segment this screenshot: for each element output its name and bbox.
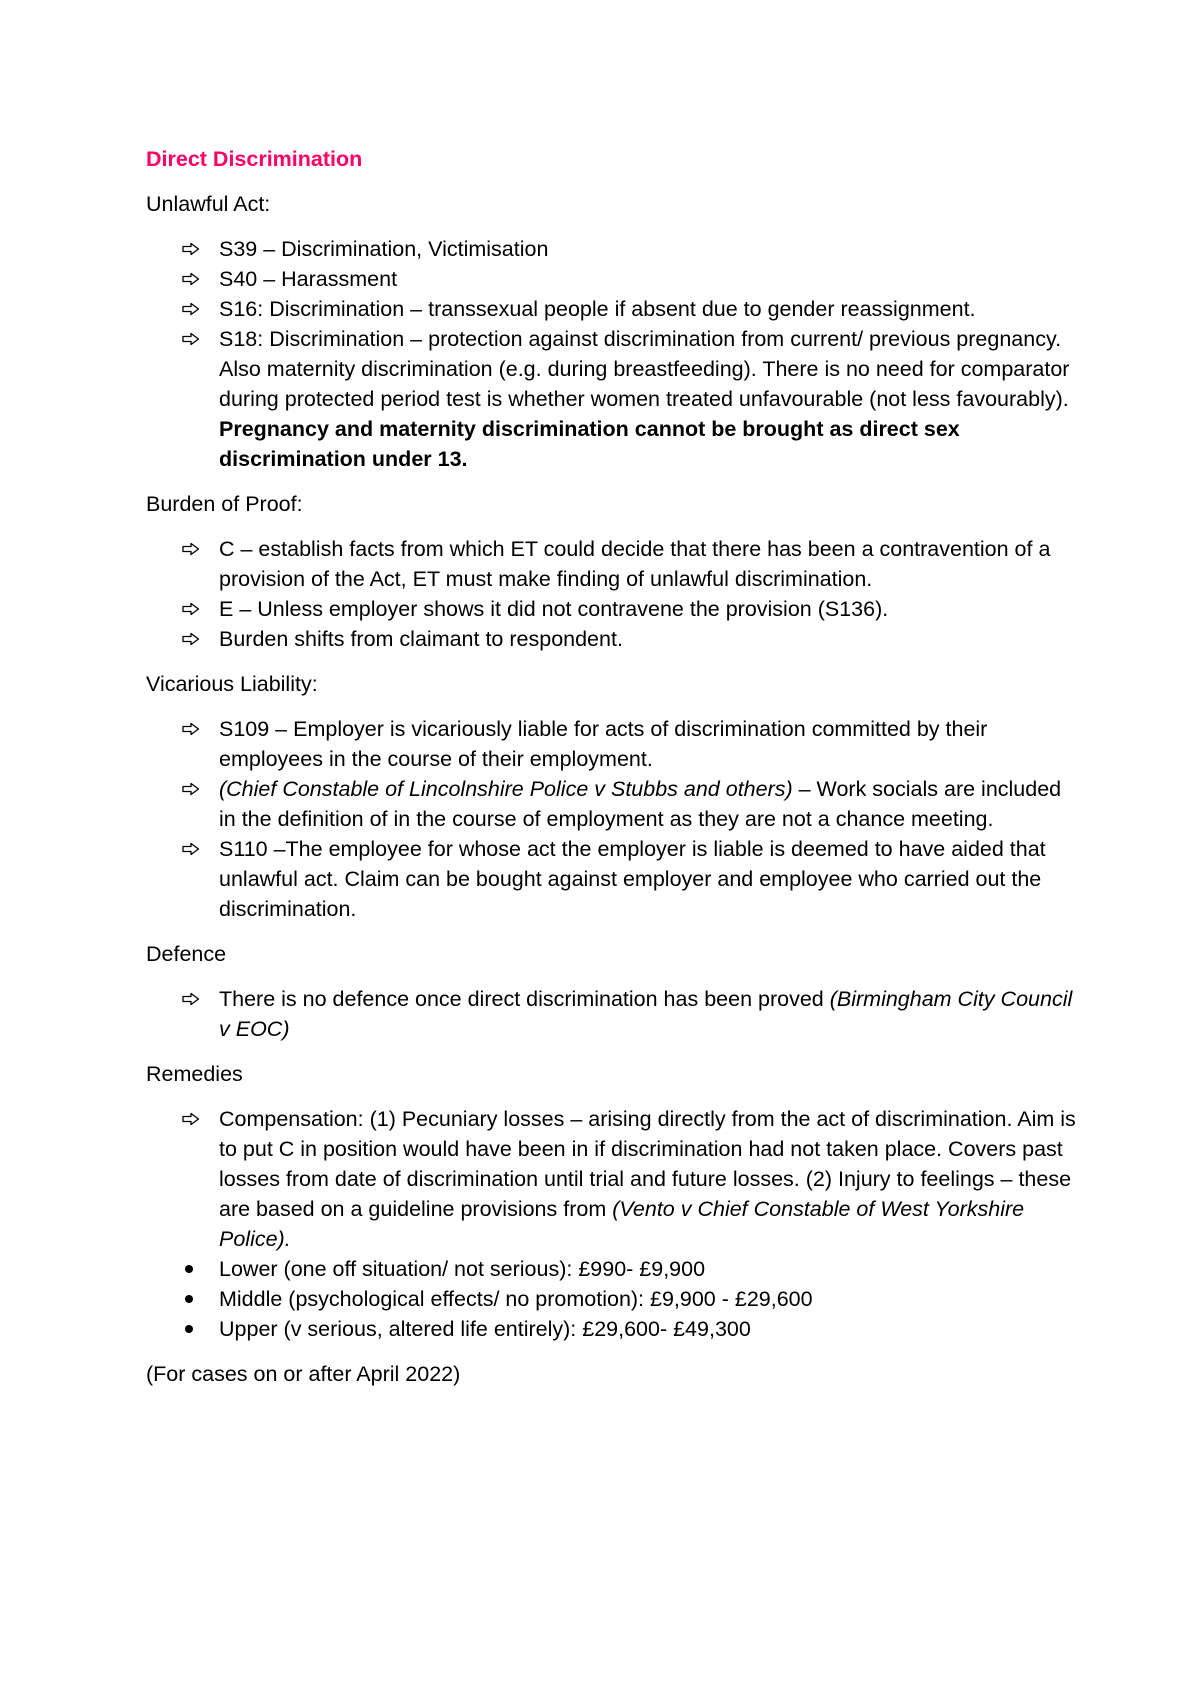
defence-heading: Defence: [146, 942, 227, 966]
bullet-dot-icon: [185, 1295, 193, 1303]
compensation-bands-list: [146, 1254, 1076, 1344]
arrow-bullet-icon: [182, 842, 200, 856]
arrow-bullet-icon: [182, 632, 200, 646]
list-item-text: Burden shifts from claimant to respondent.: [219, 627, 623, 651]
list-item-text: E – Unless employer shows it did not contravene the provision (S136).: [219, 597, 889, 621]
list-item: [146, 774, 1076, 834]
list-item: [146, 714, 1076, 774]
vicarious-liability-list: [146, 714, 1076, 924]
remedies-heading: Remedies: [146, 1062, 243, 1086]
footnote: (For cases on or after April 2022): [146, 1362, 461, 1386]
document-content: [146, 144, 1076, 1404]
list-item: [146, 234, 1076, 264]
bullet-dot-icon: [185, 1265, 193, 1273]
arrow-bullet-icon: [182, 722, 200, 736]
unlawful-act-heading: Unlawful Act:: [146, 192, 271, 216]
list-item-bold-text: Pregnancy and maternity discrimination cannot be brought as direct sex discrimination under 13.: [219, 417, 960, 471]
list-item-text: C – establish facts from which ET could decide that there has been a contravention of a provision of the Act, ET must make finding of unlawful discrimination.: [219, 537, 1051, 591]
arrow-bullet-icon: [182, 1112, 200, 1126]
arrow-bullet-icon: [182, 272, 200, 286]
list-item: [146, 534, 1076, 594]
list-item: [146, 834, 1076, 924]
arrow-bullet-icon: [182, 602, 200, 616]
arrow-bullet-icon: [182, 992, 200, 1006]
list-item-text: Compensation: (1) Pecuniary losses – arising directly from the act of discrimination. Aim is to put C in position would have been in if discrimination had not taken place. Covers past losses from date of discrimination until trial and future losses. (2) Injury to feelings – these are based on a guideline provisions from: [219, 1107, 1076, 1221]
list-item: [146, 264, 1076, 294]
case-citation: (Vento v Chief Constable of West Yorkshire Police).: [219, 1197, 1025, 1251]
list-item: [146, 984, 1076, 1044]
arrow-bullet-icon: [182, 302, 200, 316]
list-item-text: S39 – Discrimination, Victimisation: [219, 237, 549, 261]
list-item-text: Upper (v serious, altered life entirely): £29,600- £49,300: [219, 1317, 751, 1341]
list-item-text: – Work socials are included in the definition of in the course of employment as they are not a chance meeting.: [219, 777, 1062, 831]
unlawful-act-list: [146, 234, 1076, 474]
list-item: [146, 624, 1076, 654]
bullet-dot-icon: [185, 1325, 193, 1333]
list-item: [146, 324, 1076, 474]
list-item: [146, 1284, 1076, 1314]
burden-of-proof-list: [146, 534, 1076, 654]
case-citation: (Chief Constable of Lincolnshire Police v Stubbs and others): [219, 777, 793, 801]
case-citation: (Birmingham City Council v EOC): [219, 987, 1073, 1041]
list-item-text: Lower (one off situation/ not serious): £990- £9,900: [219, 1257, 706, 1281]
list-item: [146, 1254, 1076, 1284]
burden-of-proof-heading: Burden of Proof:: [146, 492, 303, 516]
defence-list: [146, 984, 1076, 1044]
arrow-bullet-icon: [182, 242, 200, 256]
list-item: [146, 594, 1076, 624]
vicarious-liability-heading: Vicarious Liability:: [146, 672, 318, 696]
list-item-text: There is no defence once direct discrimination has been proved: [219, 987, 830, 1011]
list-item: [146, 1314, 1076, 1344]
list-item-text: S16: Discrimination – transsexual people if absent due to gender reassignment.: [219, 297, 976, 321]
remedies-list: [146, 1104, 1076, 1254]
list-item-text: Middle (psychological effects/ no promotion): £9,900 - £29,600: [219, 1287, 813, 1311]
list-item: [146, 1104, 1076, 1254]
arrow-bullet-icon: [182, 332, 200, 346]
list-item-text: S109 – Employer is vicariously liable for acts of discrimination committed by their employees in the course of their employment.: [219, 717, 988, 771]
page-title: Direct Discrimination: [146, 147, 363, 171]
arrow-bullet-icon: [182, 542, 200, 556]
list-item: [146, 294, 1076, 324]
list-item-text: S40 – Harassment: [219, 267, 398, 291]
list-item-text: S18: Discrimination – protection against discrimination from current/ previous pregnancy. Also maternity discrimination (e.g. during breastfeeding). There is no need for comparator during protected period test is whether women treated unfavourable (not less favourably).: [219, 327, 1070, 411]
arrow-bullet-icon: [182, 782, 200, 796]
list-item-text: S110 –The employee for whose act the employer is liable is deemed to have aided that unlawful act. Claim can be bought against employer and employee who carried out the discrimination.: [219, 837, 1046, 921]
